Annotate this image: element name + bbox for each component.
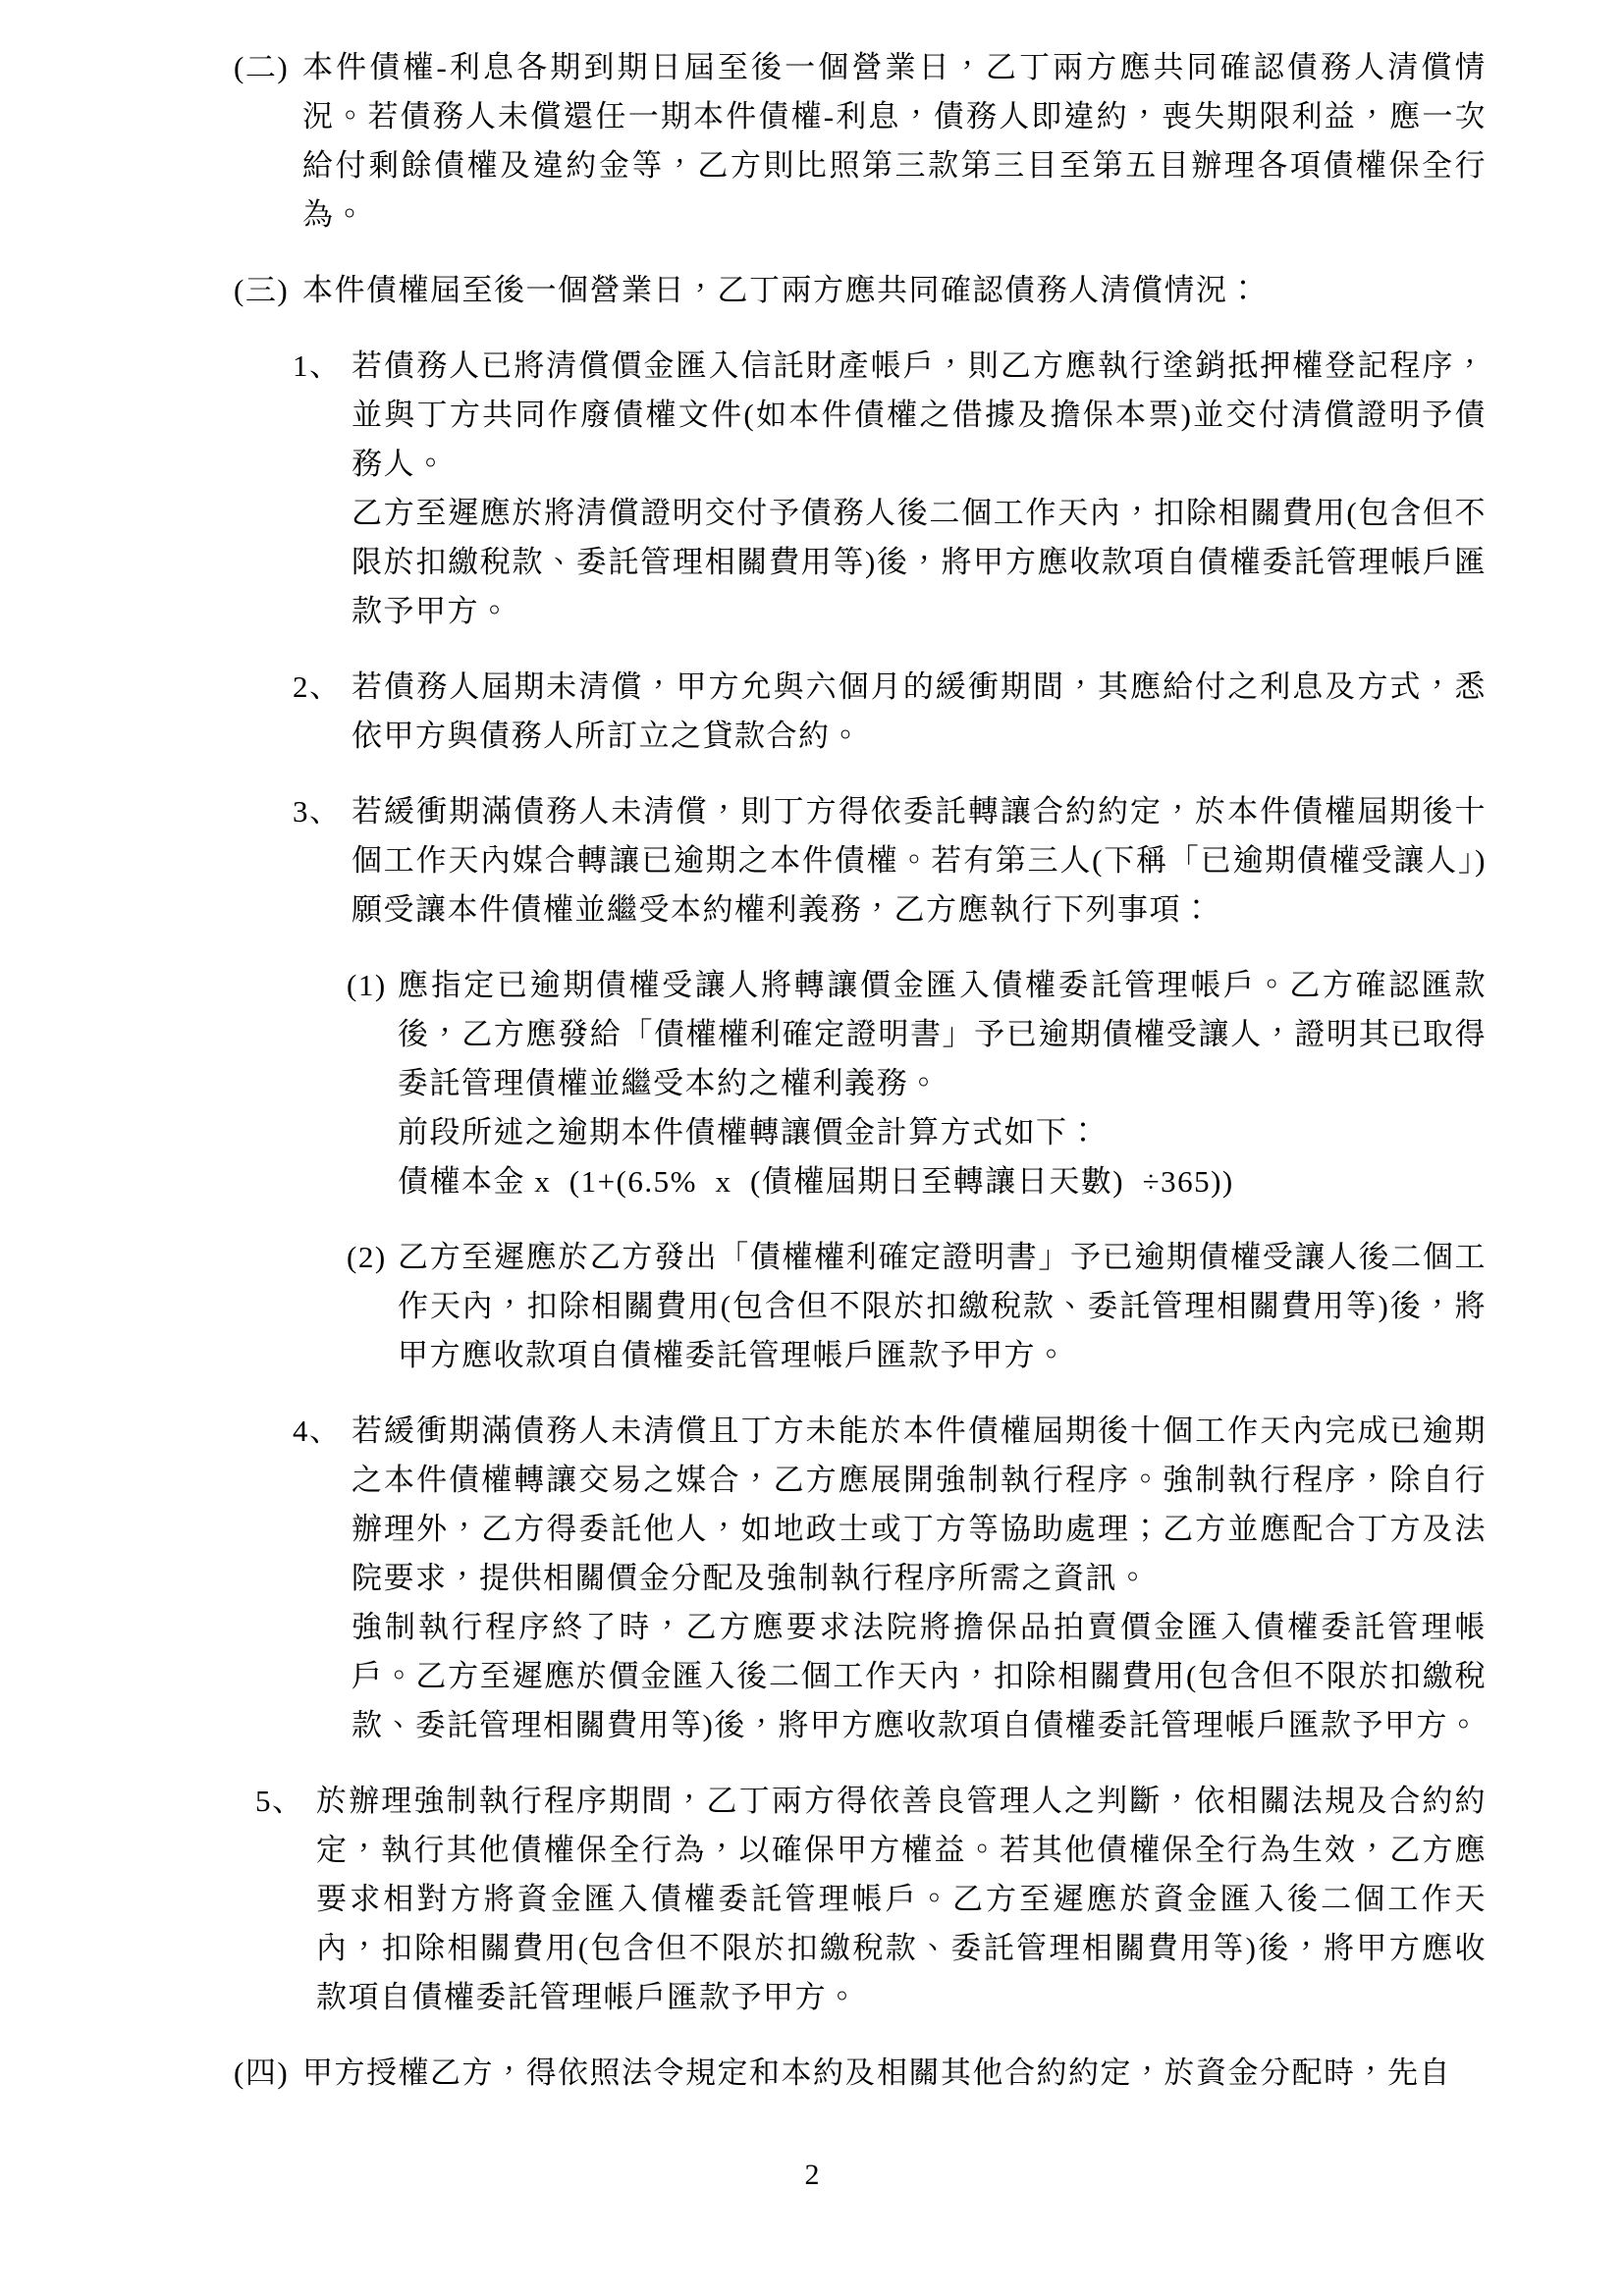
clause-item-1-label: 1、 — [293, 348, 342, 383]
clause-item-5-paragraph-1: 於辦理強制執行程序期間，乙丁兩方得依善良管理人之判斷，依相關法規及合約約定，執行其他債權保全行為，以確保甲方權益。若其他債權保全行為生效，乙方應要求相對方將資金匯入債權委託管理帳戶。乙方至遲應於資金匯入後二個工作天內，扣除相關費用(包含但不限於扣繳稅款、委託管理相關費用等)後，將甲方應收款項自債權委託管理帳戶匯款予甲方。 — [316, 1784, 1487, 2014]
clause-item-4-label: 4、 — [293, 1414, 342, 1448]
section-4-text: 甲方授權乙方，得依照法令規定和本約及相關其他合約約定，於資金分配時，先自 — [302, 2056, 1451, 2090]
clause-item-2-label: 2、 — [293, 669, 342, 704]
clause-item-4 — [293, 1407, 1487, 1750]
clause-item-1-paragraph-1: 若債務人已將清償價金匯入信託財產帳戶，則乙方應執行塗銷抵押權登記程序，並與丁方共同作廢債權文件(如本件債權之借據及擔保本票)並交付清償證明予債務人。 — [352, 348, 1487, 481]
clause-item-1-paragraph-2: 乙方至遲應於將清償證明交付予債務人後二個工作天內，扣除相關費用(包含但不限於扣繳稅款、委託管理相關費用等)後，將甲方應收款項自債權委託管理帳戶匯款予甲方。 — [352, 496, 1487, 628]
clause-item-4-paragraph-1: 若緩衝期滿債務人未清償且丁方未能於本件債權屆期後十個工作天內完成已逾期之本件債權轉讓交易之媒合，乙方應展開強制執行程序。強制執行程序，除自行辦理外，乙方得委託他人，如地政士或丁方等協助處理；乙方並應配合丁方及法院要求，提供相關價金分配及強制執行程序所需之資訊。 — [352, 1414, 1487, 1595]
page-number: 2 — [804, 2159, 820, 2191]
subitem-1-label: (1) — [347, 968, 387, 1002]
clause-item-5-label: 5、 — [255, 1784, 304, 1818]
section-2-text: 本件債權-利息各期到期日屆至後一個營業日，乙丁兩方應共同確認債務人清償情況。若債務人未償還任一期本件債權-利息，債務人即違約，喪失期限利益，應一次給付剩餘債權及違約金等，乙方則比照第三款第三目至第五目辦理各項債權保全行為。 — [302, 50, 1487, 232]
section-2 — [234, 43, 1487, 240]
clause-item-2-paragraph-1: 若債務人屆期未清償，甲方允與六個月的緩衝期間，其應給付之利息及方式，悉依甲方與債務人所訂立之貸款合約。 — [352, 669, 1487, 753]
section-4-label: (四) — [234, 2056, 290, 2090]
subitem-1 — [347, 961, 1487, 1206]
clause-item-1 — [293, 342, 1487, 636]
clause-item-3-label: 3、 — [293, 794, 342, 828]
section-3-label: (三) — [234, 273, 290, 307]
subitem-1-paragraph-1: 應指定已逾期債權受讓人將轉讓價金匯入債權委託管理帳戶。乙方確認匯款後，乙方應發給「債權權利確定證明書」予已逾期債權受讓人，證明其已取得委託管理債權並繼受本約之權利義務。 — [398, 968, 1487, 1100]
section-3-text: 本件債權屆至後一個營業日，乙丁兩方應共同確認債務人清償情況： — [302, 273, 1260, 307]
clause-item-2 — [293, 663, 1487, 761]
section-4 — [234, 2049, 1487, 2098]
transfer-price-formula: 債權本金 x (1+(6.5% x (債權屆期日至轉讓日天數) ÷365)) — [398, 1164, 1234, 1199]
subitem-2 — [347, 1233, 1487, 1380]
subitem-2-paragraph-1: 乙方至遲應於乙方發出「債權權利確定證明書」予已逾期債權受讓人後二個工作天內，扣除相關費用(包含但不限於扣繳稅款、委託管理相關費用等)後，將甲方應收款項自債權委託管理帳戶匯款予甲方。 — [398, 1240, 1487, 1372]
clause-item-3-paragraph-1: 若緩衝期滿債務人未清償，則丁方得依委託轉讓合約約定，於本件債權屆期後十個工作天內媒合轉讓已逾期之本件債權。若有第三人(下稱「已逾期債權受讓人」)願受讓本件債權並繼受本約權利義務，乙方應執行下列事項： — [352, 794, 1487, 927]
subitem-1-paragraph-2: 前段所述之逾期本件債權轉讓價金計算方式如下： — [398, 1115, 1100, 1149]
section-2-label: (二) — [234, 50, 290, 84]
clause-item-3 — [293, 787, 1487, 934]
clause-item-4-paragraph-2: 強制執行程序終了時，乙方應要求法院將擔保品拍賣價金匯入債權委託管理帳戶。乙方至遲應於價金匯入後二個工作天內，扣除相關費用(包含但不限於扣繳稅款、委託管理相關費用等)後，將甲方應收款項自債權委託管理帳戶匯款予甲方。 — [352, 1610, 1487, 1742]
section-3 — [234, 266, 1487, 315]
subitem-2-label: (2) — [347, 1240, 387, 1274]
clause-item-5 — [255, 1777, 1487, 2022]
